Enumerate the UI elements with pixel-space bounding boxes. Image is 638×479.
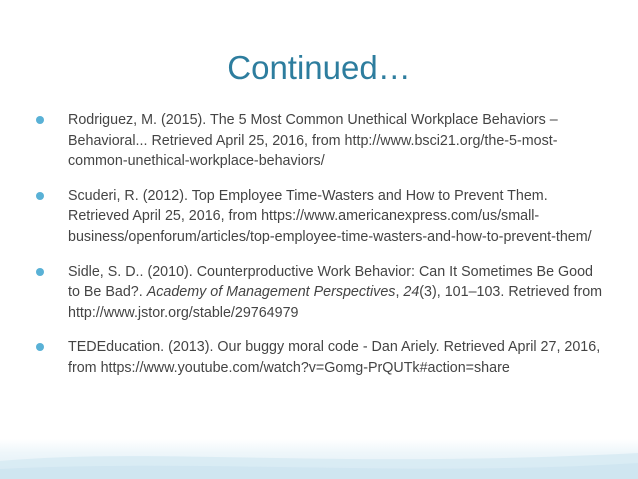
decorative-wave-band xyxy=(0,439,638,479)
reference-item-sidle xyxy=(30,262,605,324)
reference-text: Rodriguez, M. (2015). The 5 Most Common Unethical Workplace Behaviors – Behavioral... Retrieved April 25, 2016, from http://www.bsci21.org/the-5-most-common-unethical-workplace-behaviors/ xyxy=(68,112,558,170)
reference-text: Scuderi, R. (2012). Top Employee Time-Wasters and How to Prevent Them. Retrieved April 25, 2016, from https://www.americanexpress.com/us/small-business/openforum/articles/top-employee-time-wasters-and-how-to-prevent-them/ xyxy=(68,187,592,245)
reference-item-scuderi xyxy=(30,186,605,248)
reference-list xyxy=(30,110,605,393)
bullet-dot-icon xyxy=(36,192,44,200)
bullet-dot-icon xyxy=(36,343,44,351)
reference-pages-source: (3), 101–103. Retrieved from http://www.jstor.org/stable/29764979 xyxy=(68,284,603,321)
reference-item-tededucation xyxy=(30,337,605,378)
reference-text xyxy=(68,262,605,324)
journal-volume: 24 xyxy=(403,284,420,301)
bullet-dot-icon xyxy=(36,268,44,276)
reference-text: TEDEducation. (2013). Our buggy moral code - Dan Ariely. Retrieved April 27, 2016, from https://www.youtube.com/watch?v=Gomg-PrQUTk#action=share xyxy=(68,339,601,376)
bullet-dot-icon xyxy=(36,116,44,124)
reference-item-rodriguez xyxy=(30,110,605,172)
reference-citation: Sidle, S. D.. (2010). Counterproductive Work Behavior: Can It Sometimes Be Good to Be Bad?. xyxy=(68,263,593,301)
wave-decoration xyxy=(0,439,638,479)
journal-title: Academy of Management Perspectives xyxy=(146,284,396,301)
reference-separator: , xyxy=(395,284,404,301)
slide-title: Continued… xyxy=(227,49,411,86)
